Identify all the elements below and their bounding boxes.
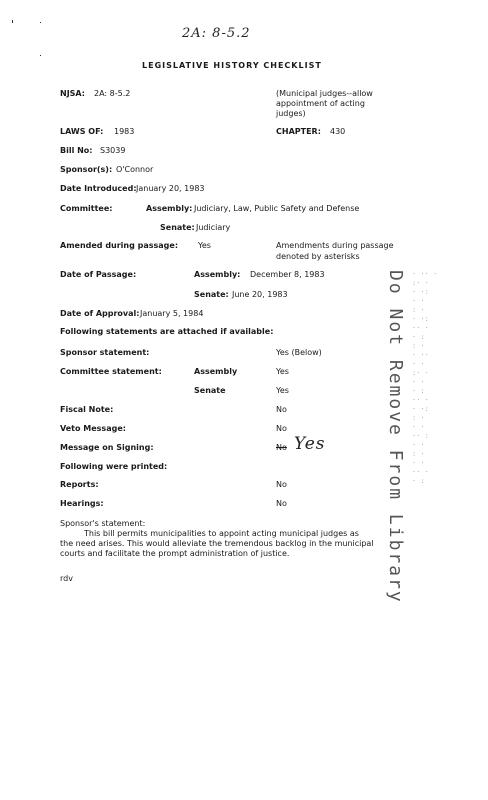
committee-statement-assembly-value: Yes [276, 367, 289, 376]
library-stamp-text: Do Not Remove From Library [385, 270, 406, 604]
bill-no-label: Bill No: [60, 146, 93, 155]
statement-line-3: courts and facilitate the prompt administration of justice. [60, 549, 290, 558]
fiscal-note-value: No [276, 405, 287, 414]
veto-message-label: Veto Message: [60, 424, 126, 433]
date-introduced-label: Date Introduced: [60, 184, 137, 193]
passage-senate-value: June 20, 1983 [232, 290, 288, 299]
message-on-signing-handwritten-value: Yes [294, 434, 326, 454]
library-stamp [385, 270, 408, 604]
chapter-value: 430 [330, 127, 346, 136]
laws-of-label: LAWS OF: [60, 127, 104, 136]
statement-line-2: the need arises. This would alleviate the tremendous backlog in the municipal [60, 539, 374, 548]
message-on-signing-struck-value: No [276, 443, 287, 452]
handwritten-code: 2A: 8-5.2 [182, 26, 251, 41]
page-title: LEGISLATIVE HISTORY CHECKLIST [142, 61, 322, 70]
committee-senate-value: Judiciary [196, 223, 231, 232]
committee-statement-senate-label: Senate [194, 386, 226, 395]
committee-statement-assembly-label: Assembly [194, 367, 238, 376]
attached-heading: Following statements are attached if available: [60, 327, 274, 336]
njsa-value: 2A: 8-5.2 [94, 89, 131, 98]
sponsor-statement-label: Sponsor statement: [60, 348, 150, 357]
committee-assembly-label: Assembly: [146, 204, 193, 213]
initials: rdv [60, 574, 73, 583]
sponsor-statement-value: Yes (Below) [276, 348, 322, 357]
laws-of-value: 1983 [114, 127, 135, 136]
date-introduced-value: January 20, 1983 [136, 184, 205, 193]
scan-speck [40, 55, 41, 56]
scan-speck [40, 22, 41, 23]
bill-no-value: S3039 [100, 146, 126, 155]
hearings-label: Hearings: [60, 499, 104, 508]
statement-line-1: This bill permits municipalities to appoint acting municipal judges as [84, 529, 359, 538]
amended-note-line1: Amendments during passage [276, 241, 394, 250]
njsa-note-line2: appointment of acting [276, 99, 365, 108]
sponsor-statement-heading: Sponsor's statement: [60, 519, 146, 528]
amended-note-line2: denoted by asterisks [276, 252, 360, 261]
sponsor-label: Sponsor(s): [60, 165, 113, 174]
message-on-signing-label: Message on Signing: [60, 443, 154, 452]
date-of-passage-label: Date of Passage: [60, 270, 137, 279]
date-of-approval-value: January 5, 1984 [140, 309, 204, 318]
passage-senate-label: Senate: [194, 290, 229, 299]
passage-assembly-label: Assembly: [194, 270, 241, 279]
sponsor-value: O'Connor [116, 165, 154, 174]
scan-speck [12, 20, 13, 23]
fiscal-note-label: Fiscal Note: [60, 405, 114, 414]
printed-heading: Following were printed: [60, 462, 168, 471]
committee-statement-label: Committee statement: [60, 367, 162, 376]
amended-value: Yes [198, 241, 211, 250]
committee-statement-senate-value: Yes [276, 386, 289, 395]
njsa-label: NJSA: [60, 89, 85, 98]
reports-label: Reports: [60, 480, 99, 489]
njsa-note-line3: judges) [276, 109, 306, 118]
chapter-label: CHAPTER: [276, 127, 321, 136]
committee-assembly-value: Judiciary, Law, Public Safety and Defense [194, 204, 360, 213]
amended-label: Amended during passage: [60, 241, 179, 250]
passage-assembly-value: December 8, 1983 [250, 270, 325, 279]
scan-noise: · ·· · :· · · ·: · · : · · ·: ·· · · : : · · ·· · · :· · · · · : ·· · · ·: : · · · ·· : · · : · · · ·· · · : [412, 270, 438, 485]
njsa-note-line1: (Municipal judges--allow [276, 89, 373, 98]
date-of-approval-label: Date of Approval: [60, 309, 140, 318]
veto-message-value: No [276, 424, 287, 433]
committee-senate-label: Senate: [160, 223, 195, 232]
committee-label: Committee: [60, 204, 113, 213]
hearings-value: No [276, 499, 287, 508]
reports-value: No [276, 480, 287, 489]
